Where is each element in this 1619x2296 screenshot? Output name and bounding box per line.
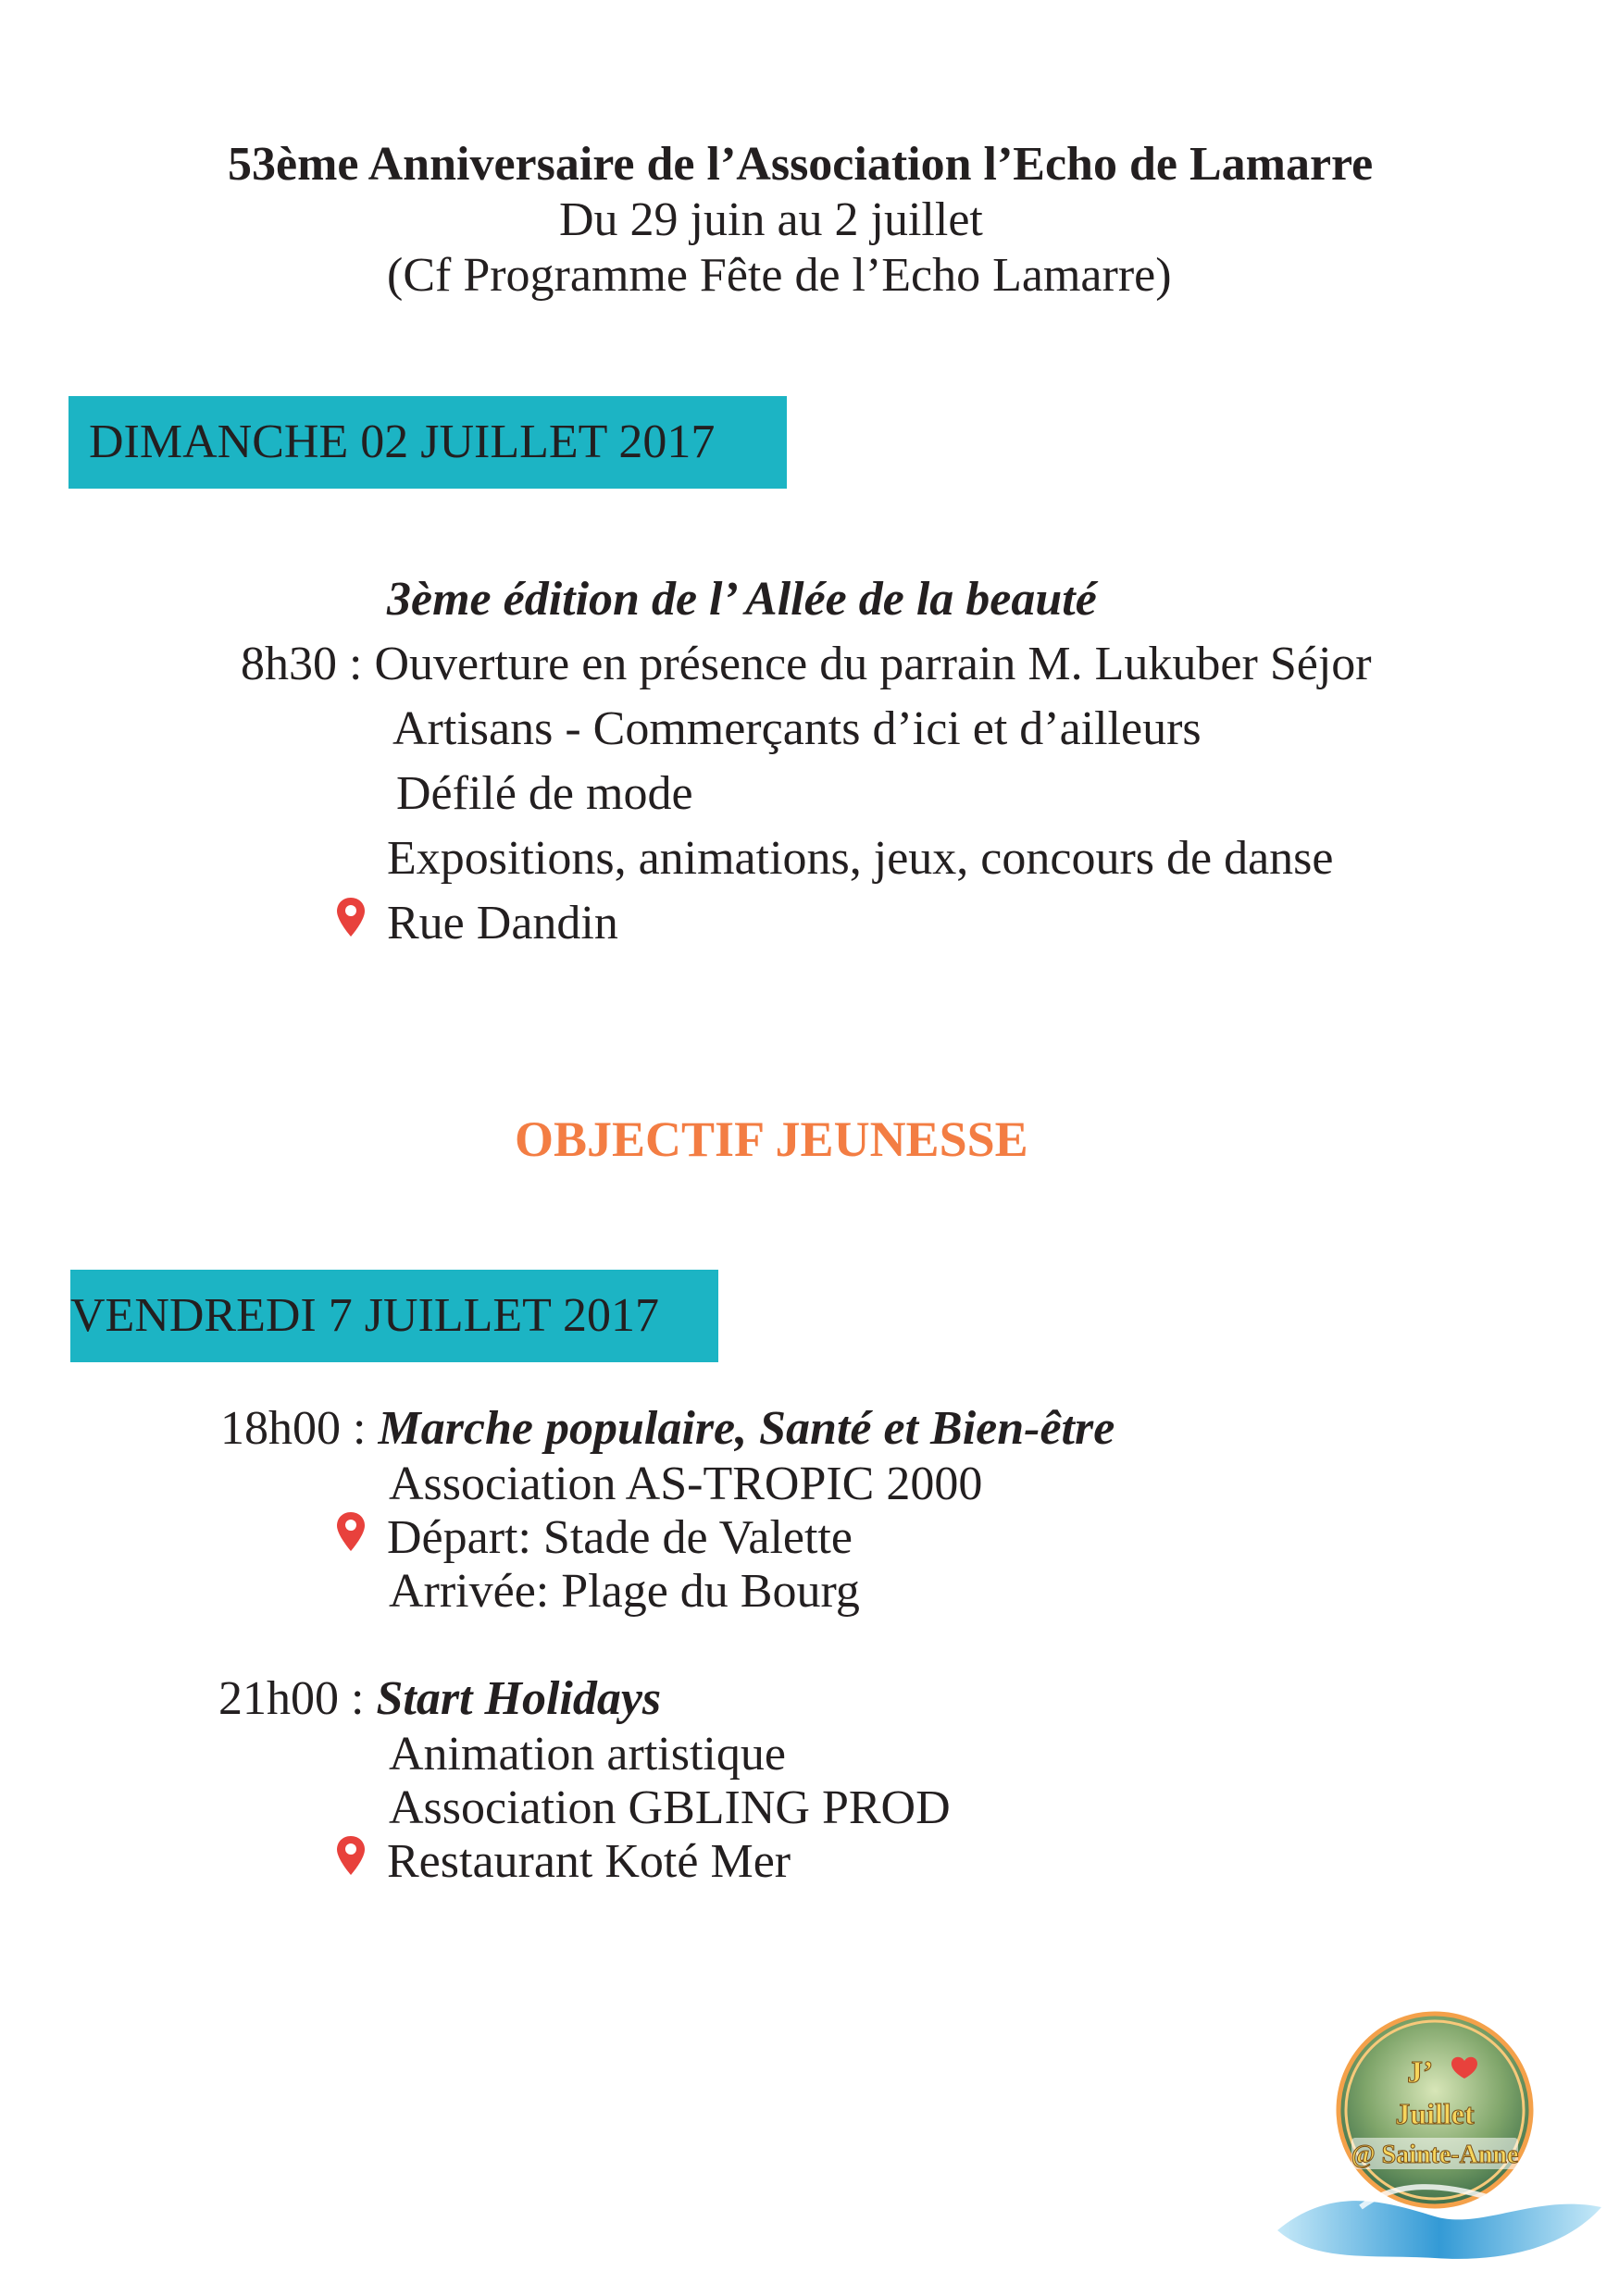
event-departure: Départ: Stade de Valette <box>387 1511 853 1564</box>
event-time: 18h00 : <box>220 1402 379 1455</box>
day-banner-dimanche <box>68 396 787 489</box>
festival-logo-badge <box>1259 1999 1611 2277</box>
event-heading-start-holidays <box>218 1671 661 1726</box>
svg-text:Juillet <box>1395 2097 1475 2130</box>
event-detail-line: Défilé de mode <box>396 767 693 820</box>
svg-text:J’ <box>1407 2055 1433 2090</box>
event-organizer: Association AS-TROPIC 2000 <box>389 1458 983 1510</box>
section-heading-objectif-jeunesse: OBJECTIF JEUNESSE <box>515 1111 1028 1167</box>
location-pin-icon <box>335 1834 367 1877</box>
location-pin-icon <box>335 1510 367 1553</box>
event-time-line: 8h30 : Ouverture en présence du parrain M. Lukuber Séjor <box>241 638 1372 690</box>
event-location: Rue Dandin <box>387 897 618 949</box>
event-title: Start Holidays <box>376 1672 662 1725</box>
event-heading-marche <box>220 1401 1115 1456</box>
program-note: (Cf Programme Fête de l’Echo Lamarre) <box>387 249 1172 302</box>
day-banner-vendredi <box>70 1270 718 1362</box>
day-banner-label: DIMANCHE 02 JUILLET 2017 <box>89 416 716 468</box>
event-detail-line: Expositions, animations, jeux, concours de danse <box>387 832 1334 885</box>
event-arrival: Arrivée: Plage du Bourg <box>389 1565 860 1618</box>
location-pin-icon <box>335 896 367 938</box>
event-title: Marche populaire, Santé et Bien-être <box>378 1402 1115 1455</box>
svg-text:@ Sainte-Anne <box>1351 2141 1519 2169</box>
event-organizer: Association GBLING PROD <box>389 1781 951 1834</box>
event-detail-line: Artisans - Commerçants d’ici et d’ailleurs <box>392 702 1202 755</box>
day-banner-label: VENDREDI 7 JUILLET 2017 <box>70 1289 659 1342</box>
logo-j: J’ <box>1407 2055 1434 2090</box>
logo-sainte-anne: @ Sainte-Anne <box>1351 2141 1519 2169</box>
date-range: Du 29 juin au 2 juillet <box>559 193 983 246</box>
event-location: Restaurant Koté Mer <box>387 1835 791 1888</box>
event-time: 21h00 : <box>218 1672 377 1725</box>
event-title-allee-beaute: 3ème édition de l’ Allée de la beauté <box>387 573 1097 626</box>
logo-juillet: Juillet <box>1395 2097 1475 2130</box>
event-detail-line: Animation artistique <box>389 1728 786 1781</box>
page-title: 53ème Anniversaire de l’Association l’Echo de Lamarre <box>228 138 1374 191</box>
